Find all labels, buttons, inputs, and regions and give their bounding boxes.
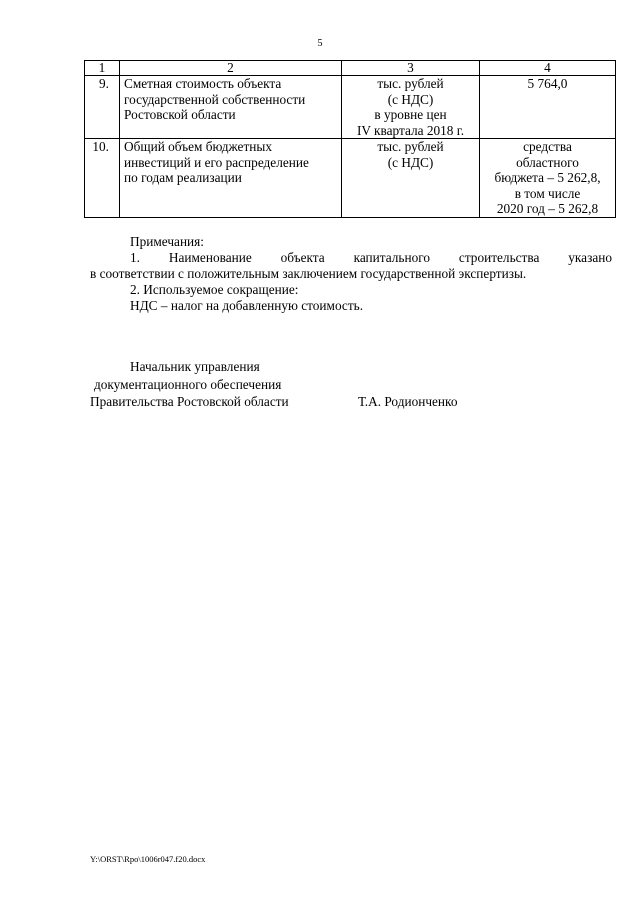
signature-block: [90, 358, 610, 411]
unit-line: в уровне цен: [374, 107, 447, 122]
page-number: 5: [317, 38, 323, 49]
document-file-path: Y:\ORST\Rpo\1006r047.f20.docx: [90, 854, 206, 864]
unit-line: (с НДС): [387, 91, 434, 107]
value-line: 5 764,0: [527, 76, 568, 91]
row-number: 9.: [85, 76, 120, 139]
value-line: в том числе: [514, 185, 581, 201]
note-item-1-continuation: в соответствии с положительным заключением государственной экспертизы.: [90, 266, 527, 281]
unit-line: (с НДС): [387, 154, 434, 170]
unit-line: тыс. рублей: [377, 76, 444, 91]
table-row: [85, 76, 616, 139]
notes-section: [90, 234, 612, 314]
column-number-1: 1: [85, 61, 120, 76]
column-number-3: 3: [342, 61, 480, 76]
value-line: 2020 год – 5 262,8: [496, 201, 599, 216]
parameter-name-line: инвестиций и его распределение: [124, 154, 309, 170]
unit-of-measure: [342, 139, 480, 218]
unit-of-measure: [342, 76, 480, 139]
table-row: [85, 139, 616, 218]
table-header-row: [85, 61, 616, 76]
parameter-name-line: государственной собственности: [124, 91, 306, 107]
parameter-value: [480, 139, 616, 218]
parameter-name: [120, 76, 342, 139]
column-number-4: 4: [480, 61, 616, 76]
row-number: 10.: [85, 139, 120, 218]
unit-line: IV квартала 2018 г.: [356, 122, 465, 138]
value-line: областного: [516, 154, 579, 170]
notes-heading: Примечания:: [130, 234, 204, 249]
note-item-1: 1. Наименование объекта капитального строительства указано: [130, 250, 612, 265]
value-line: средства: [523, 139, 572, 154]
column-number-2: 2: [120, 61, 342, 76]
unit-line: тыс. рублей: [377, 139, 444, 154]
parameter-name-line: по годам реализации: [124, 170, 242, 185]
signatory-title-line: Начальник управления: [130, 359, 260, 374]
signatory-title-line: документационного обеспечения: [94, 376, 282, 392]
signatory-title-line: Правительства Ростовской области: [90, 394, 289, 409]
parameter-name-line: Ростовской области: [124, 107, 236, 122]
parameter-value: [480, 76, 616, 139]
parameter-name-line: Общий объем бюджетных: [124, 139, 272, 154]
parameter-name: [120, 139, 342, 218]
value-line: бюджета – 5 262,8,: [494, 170, 601, 185]
parameter-name-line: Сметная стоимость объекта: [124, 76, 282, 91]
abbreviation-definition: НДС – налог на добавленную стоимость.: [130, 298, 364, 313]
project-parameters-table: [84, 60, 616, 218]
note-item-2: 2. Используемое сокращение:: [130, 282, 299, 297]
signatory-name: Т.А. Родионченко: [358, 394, 458, 409]
